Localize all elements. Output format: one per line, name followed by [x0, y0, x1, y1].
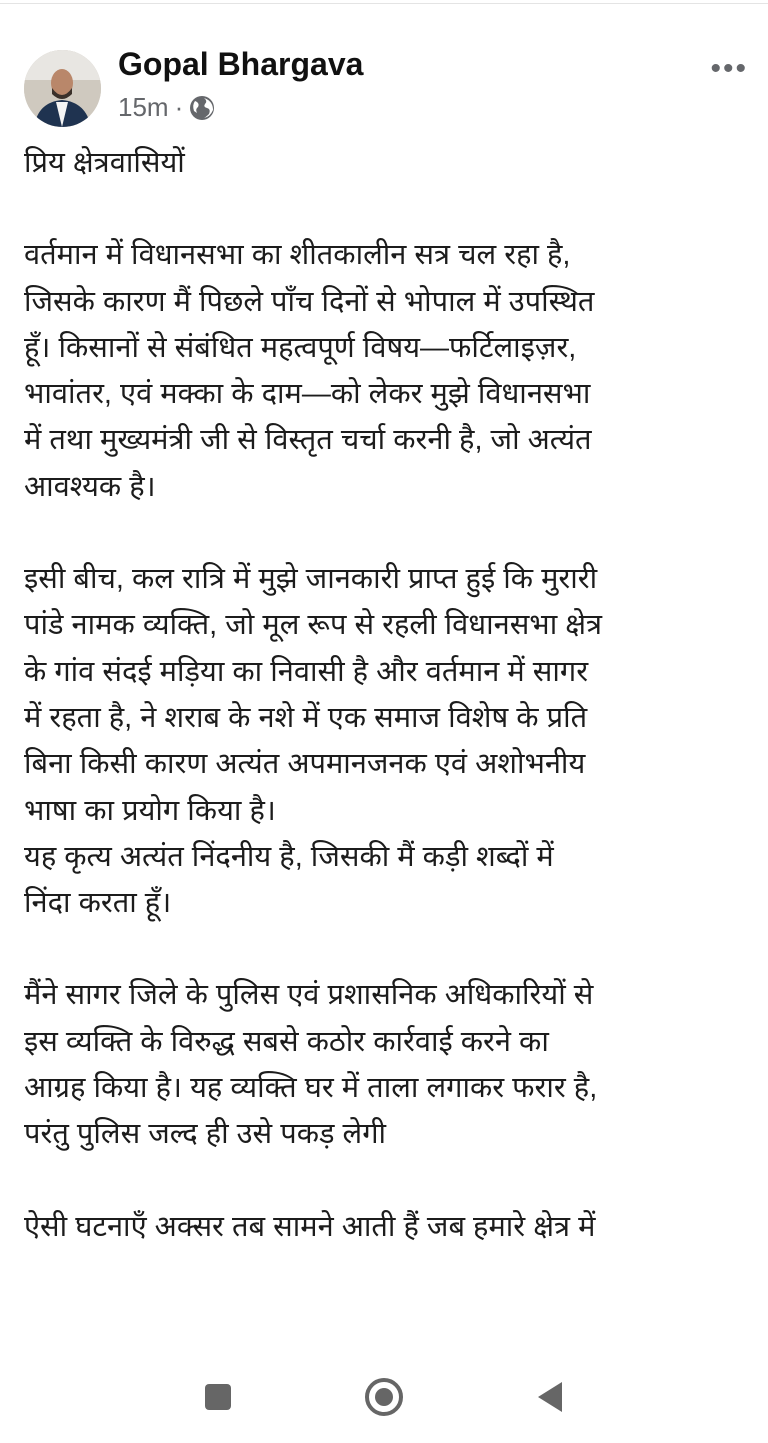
post-text-line: ऐसी घटनाएँ अक्सर तब सामने आती हैं जब हमारे क्षेत्र में — [24, 1210, 596, 1243]
avatar-photo-icon — [24, 50, 101, 127]
author-name[interactable]: Gopal Bhargava — [118, 46, 364, 82]
back-button-icon[interactable] — [534, 1380, 566, 1414]
home-button-icon[interactable] — [364, 1377, 404, 1417]
post-text-line: जिसके कारण मैं पिछले पाँच दिनों से भोपाल में उपस्थित — [24, 285, 595, 318]
post-text-line: वर्तमान में विधानसभा का शीतकालीन सत्र चल रहा है, — [24, 239, 571, 272]
post-text-line: इसी बीच, कल रात्रि में मुझे जानकारी प्राप्त हुई कि मुरारी — [24, 563, 598, 596]
globe-icon — [189, 95, 215, 121]
post-paragraph — [24, 556, 754, 926]
post-body — [24, 140, 754, 1296]
post-paragraph — [24, 972, 754, 1157]
post-paragraph — [24, 232, 754, 510]
post-text-line: निंदा करता हूँ। — [24, 887, 172, 920]
post-paragraph — [24, 1204, 754, 1250]
post-text-line: मैंने सागर जिले के पुलिस एवं प्रशासनिक अधिकारियों से — [24, 979, 594, 1012]
post-text-line: प्रिय क्षेत्रवासियों — [24, 147, 185, 179]
post-text-line: आवश्यक है। — [24, 470, 156, 503]
post-text-line: के गांव संदई मड़िया का निवासी है और वर्तमान में सागर — [24, 655, 589, 688]
post-text-line: आग्रह किया है। यह व्यक्ति घर में ताला लगाकर फरार है, — [24, 1072, 598, 1105]
post-text-line: में तथा मुख्यमंत्री जी से विस्तृत चर्चा करनी है, जो अत्यंत — [24, 424, 592, 457]
recents-button-icon[interactable] — [203, 1382, 233, 1412]
author-avatar[interactable] — [24, 50, 101, 127]
post-text-line: पांडे नामक व्यक्ति, जो मूल रूप से रहली विधानसभा क्षेत्र — [24, 609, 603, 642]
post-text-line: भाषा का प्रयोग किया है। — [24, 794, 276, 827]
post-text-line: परंतु पुलिस जल्द ही उसे पकड़ लेगी — [24, 1118, 387, 1151]
post-text-line: यह कृत्य अत्यंत निंदनीय है, जिसकी मैं कड़ी शब्दों में — [24, 840, 554, 873]
post-text-line: में रहता है, ने शराब के नशे में एक समाज विशेष के प्रति — [24, 701, 588, 734]
post-text-line: इस व्यक्ति के विरुद्ध सबसे कठोर कार्रवाई करने का — [24, 1025, 549, 1058]
post-text-line: बिना किसी कारण अत्यंत अपमानजनक एवं अशोभनीय — [24, 748, 586, 781]
android-nav-bar — [0, 1360, 768, 1443]
post-time[interactable]: 15m — [118, 92, 169, 122]
post-meta — [118, 92, 215, 123]
divider — [0, 3, 768, 4]
more-options-button[interactable]: ••• — [710, 52, 748, 85]
meta-separator: · — [174, 92, 184, 122]
post-text-line: हूँ। किसानों से संबंधित महत्वपूर्ण विषय—फर्टिलाइज़र, — [24, 331, 577, 364]
post-paragraph — [24, 140, 754, 186]
post-text-line: भावांतर, एवं मक्का के दाम—को लेकर मुझे विधानसभा — [24, 378, 591, 411]
